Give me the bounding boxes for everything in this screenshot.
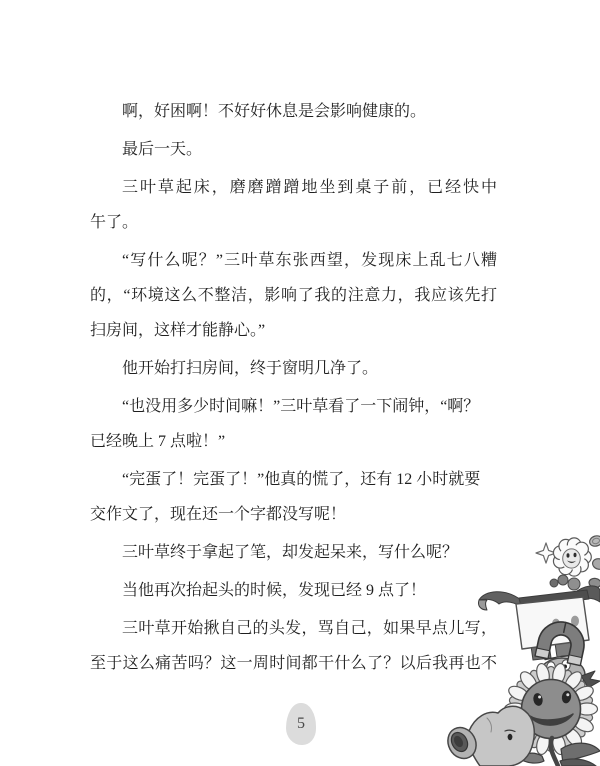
text-line: 最后一天。 [122,141,203,158]
text-line: 扫房间，这样才能静心。” [90,322,266,339]
flower-buds [550,575,580,590]
text-line: 啊，好困啊！不好好休息是会影响健康的。 [122,103,427,120]
text-line: 三叶草起床，磨磨蹭蹭地坐到桌子前，已经快中 [122,179,497,196]
text-line: 已经晚上 7 点啦！” [90,433,226,450]
text-line: 的，“环境这么不整洁，影响了我的注意力，我应该先打 [90,287,497,304]
text-line: “写什么呢？”三叶草东张西望，发现床上乱七八糟 [122,252,497,269]
text-line: 至于这么痛苦吗？这一周时间都干什么了？以后我再也不 [90,655,497,672]
pvz-plants-illustration [435,528,600,766]
text-line: 当他再次抬起头的时候，发现已经 9 点了！ [122,582,427,599]
page-number-badge [286,703,316,745]
text-line: “也没用多少时间嘛！”三叶草看了一下闹钟，“啊？ [122,398,480,415]
text-line: 他开始打扫房间，终于窗明几净了。 [122,360,379,377]
text-line: “完蛋了！完蛋了！”他真的慌了，还有 12 小时就要 [122,471,481,488]
marigold-character [553,538,591,576]
paragraph [90,462,497,532]
page-number: 5 [297,715,305,732]
paragraph [90,132,497,167]
text-line: 三叶草终于拿起了笔，却发起呆来，写什么呢？ [122,544,459,561]
paragraph [90,351,497,386]
text-line: 午了。 [90,214,139,231]
paragraph [90,170,497,240]
peashooter-character [443,706,535,766]
text-line: 交作文了，现在还一个字都没写呢！ [90,506,347,523]
paragraph [90,94,497,129]
paragraph [90,389,497,459]
text-line: 三叶草开始揪自己的头发，骂自己，如果早点儿写， [122,620,497,637]
paragraph [90,243,497,348]
